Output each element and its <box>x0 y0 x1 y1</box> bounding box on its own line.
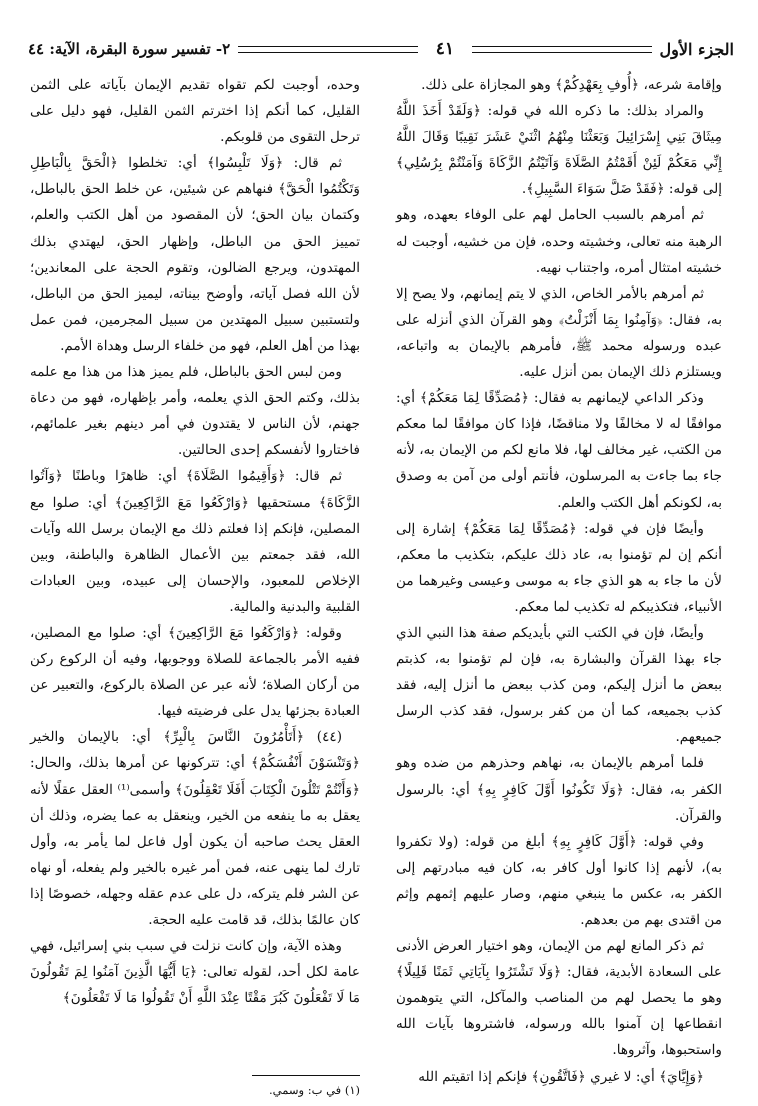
footnote: (١) في ب: وسمي. <box>268 1083 360 1097</box>
paragraph: ومن لبس الحق بالباطل، فلم يميز هذا من هذا مع علمه بذلك، وكتم الحق الذي يعلمه، وأمر بإظهاره، فهو من دعاة جهنم، لأن الناس لا يقتدون في أمر دينهم بغير علمائهم، فاختاروا لأنفسكم إحدى الحالتين. <box>30 364 360 459</box>
paragraph: ثم قال: ﴿وَلَا تَلْبِسُوا﴾ أي: تخلطوا ﴿الْحَقَّ بِالْبَاطِلِ وَتَكْتُمُوا الْحَقَّ﴾ فنهاهم عن شيئين، عن خلط الحق بالباطل، وكتمان بيان الحق؛ لأن المقصود من أهل الكتب والعلم، تمييز الحق من الباطل، وإظهار الحق، ليهتدي بذلك المهتدون، ويرجع الضالون، وتقوم الحجة على المعاندين؛ لأن الله فصل آياته، وأوضح بيناته، ليميز الحق من الباطل، ولتستبين سبيل المهتدين من سبيل المجرمين، فمن عمل بهذا من أهل العلم، فهو من خلفاء الرسل وهداة الأمم. <box>30 155 360 354</box>
right-column <box>396 72 722 1090</box>
paragraph: وفي قوله: ﴿أَوَّلَ كَافِرٍ بِهِ﴾ أبلغ من قوله: (ولا تكفروا به)، لأنهم إذا كانوا أول كافر به، كان فيه مبادرتهم إلى الكفر به، عكس ما ينبغي منهم، وصار عليهم إثمهم وإثم من اقتدى بهم من بعدهم. <box>396 833 722 928</box>
paragraph: ثم قال: ﴿وَأَقِيمُوا الصَّلَاةَ﴾ أي: ظاهرًا وباطنًا ﴿وَآتُوا الزَّكَاةَ﴾ مستحقيها ﴿وَارْكَعُوا مَعَ الرَّاكِعِينَ﴾ أي: صلوا مع المصلين، فإنكم إذا فعلتم ذلك مع الإيمان برسل الله وآيات الله، فقد جمعتم بين الأعمال الظاهرة والباطنة، وبين الإخلاص للمعبود، والإحسان إلى عبيده، وبين العبادات القلبية والبدنية والمالية. <box>30 468 360 615</box>
paragraph: والمراد بذلك: ما ذكره الله في قوله: ﴿وَلَقَدْ أَخَذَ اللَّهُ مِيثَاقَ بَنِي إِسْرَائِيلَ وَبَعَثْنَا مِنْهُمُ اثْنَيْ عَشَرَ نَقِيبًا وَقَالَ اللَّهُ إِنِّي مَعَكُمْ لَئِنْ أَقَمْتُمُ الصَّلَاةَ وَآتَيْتُمُ الزَّكَاةَ وَآمَنْتُمْ بِرُسُلِي﴾ إلى قوله: ﴿فَقَدْ ضَلَّ سَوَاءَ السَّبِيلِ﴾. <box>396 103 722 198</box>
section-title: ٢- تفسير سورة البقرة، الآية: ٤٤ <box>28 40 231 58</box>
paragraph: وقوله: ﴿وَارْكَعُوا مَعَ الرَّاكِعِينَ﴾ أي: صلوا مع المصلين، ففيه الأمر بالجماعة للصلاة ووجوبها، وفيه أن الركوع ركن من أركان الصلاة؛ لأنه عبر عن الصلاة بالركوع، والتعبير عن العبادة بجزئها يدل على فرضيته فيها. <box>30 624 360 720</box>
page-header <box>28 36 734 62</box>
footnote-separator <box>252 1075 360 1076</box>
paragraph: فلما أمرهم بالإيمان به، نهاهم وحذرهم من ضده وهو الكفر به، فقال: ﴿وَلَا تَكُونُوا أَوَّلَ كَافِرٍ بِهِ﴾ أي: بالرسول والقرآن. <box>396 755 722 824</box>
left-column <box>30 72 360 1011</box>
paragraph: (٤٤) ﴿أَتَأْمُرُونَ النَّاسَ بِالْبِرِّ﴾ أي: بالإيمان والخير ﴿وَتَنْسَوْنَ أَنْفُسَكُمْ﴾ أي: تتركونها عن أمرها بذلك، والحال: ﴿وَأَنْتُمْ تَتْلُونَ الْكِتَابَ أَفَلَا تَعْقِلُونَ﴾ وأسمى⁽¹⁾ العقل عقلًا لأنه يعقل به ما ينفعه من الخير، وينعقل به عما يضره، وذلك أن العقل يحث صاحبه أن يكون أول فاعل لما يأمر به، وأول تارك لما ينهى عنه، فمن أمر غيره بالخير ولم يفعله، أو نهاه عن الشر فلم يتركه، دل على عدم عقله وجهله، خصوصًا إذا كان عالمًا بذلك، قد قامت عليه الحجة. <box>30 729 360 928</box>
paragraph: وذكر الداعي لإيمانهم به فقال: ﴿مُصَدِّقًا لِمَا مَعَكُمْ﴾ أي: موافقًا له لا مخالفًا ولا مناقضًا، فإذا كان موافقًا لما معكم من الكتب، غير مخالف لها، فلا مانع لكم من الإيمان به، لأنه جاء بما جاءت به المرسلون، فأنتم أولى من آمن به وصدق به، لكونكم أهل الكتب والعلم. <box>396 390 722 511</box>
part-title: الجزء الأول <box>659 39 734 59</box>
paragraph: وأيضًا فإن في قوله: ﴿مُصَدِّقًا لِمَا مَعَكُمْ﴾ إشارة إلى أنكم إن لم تؤمنوا به، عاد ذلك عليكم، بتكذيب ما معكم، لأن ما جاء به هو الذي جاء به موسى وعيسى وغيرهما من الأنبياء، فتكذيبكم له تكذيب لما معكم. <box>396 520 722 615</box>
paragraph: وهذه الآية، وإن كانت نزلت في سبب بني إسرائيل، فهي عامة لكل أحد، لقوله تعالى: ﴿يَا أَيُّهَا الَّذِينَ آمَنُوا لِمَ تَقُولُونَ مَا لَا تَفْعَلُونَ كَبُرَ مَقْتًا عِنْدَ اللَّهِ أَنْ تَقُولُوا مَا لَا تَفْعَلُونَ﴾ <box>30 938 360 1007</box>
paragraph: وأيضًا، فإن في الكتب التي بأيديكم صفة هذا النبي الذي جاء بهذا القرآن والبشارة به، فإن لم تؤمنوا به، كذبتم ببعض ما أنزل إليكم، ومن كذب ببعض ما أنزل إليه، فقد كذب بجميعه، كما أن من كفر برسول، فقد كذب الرسل جميعهم. <box>396 624 722 746</box>
paragraph: ثم أمرهم بالأمر الخاص، الذي لا يتم إيمانهم، ولا يصح إلا به، فقال: ﴿وَآمِنُوا بِمَا أَنْزَلْتُ﴾ وهو القرآن الذي أنزله على عبده ورسوله محمد ﷺ، فأمرهم بالإيمان به واتباعه، ويستلزم ذلك الإيمان بمن أنزل عليه. <box>396 285 722 381</box>
header-rule-left <box>238 46 418 53</box>
paragraph: وإقامة شرعه، ﴿أُوفِ بِعَهْدِكُمْ﴾ وهو المجازاة على ذلك. <box>421 77 722 93</box>
paragraph: ﴿وَإِيَّايَ﴾ أي: لا غيري ﴿فَاتَّقُونِ﴾ فإنكم إذا اتقيتم الله <box>418 1068 704 1085</box>
header-rule-right <box>472 46 652 53</box>
page-number: ٤١ <box>435 39 454 59</box>
paragraph: وحده، أوجبت لكم تقواه تقديم الإيمان بآياته على الثمن القليل، كما أنكم إذا اخترتم الثمن القليل، فهو دليل على ترحل التقوى من قلوبكم. <box>30 77 360 146</box>
paragraph: ثم أمرهم بالسبب الحامل لهم على الوفاء بعهده، وهو الرهبة منه تعالى، وخشيته وحده، فإن من خشيه، أوجبت له خشيته امتثال أمره، واجتناب نهيه. <box>396 207 722 276</box>
paragraph: ثم ذكر المانع لهم من الإيمان، وهو اختيار العرض الأدنى على السعادة الأبدية، فقال: ﴿وَلَا تَشْتَرُوا بِآيَاتِي ثَمَنًا قَلِيلًا﴾ وهو ما يحصل لهم من المناصب والمآكل، التي يتوهمون انقطاعها إن آمنوا بالله ورسوله، فاشتروها بآيات الله واستحبوها، وآثروها. <box>396 938 722 1059</box>
